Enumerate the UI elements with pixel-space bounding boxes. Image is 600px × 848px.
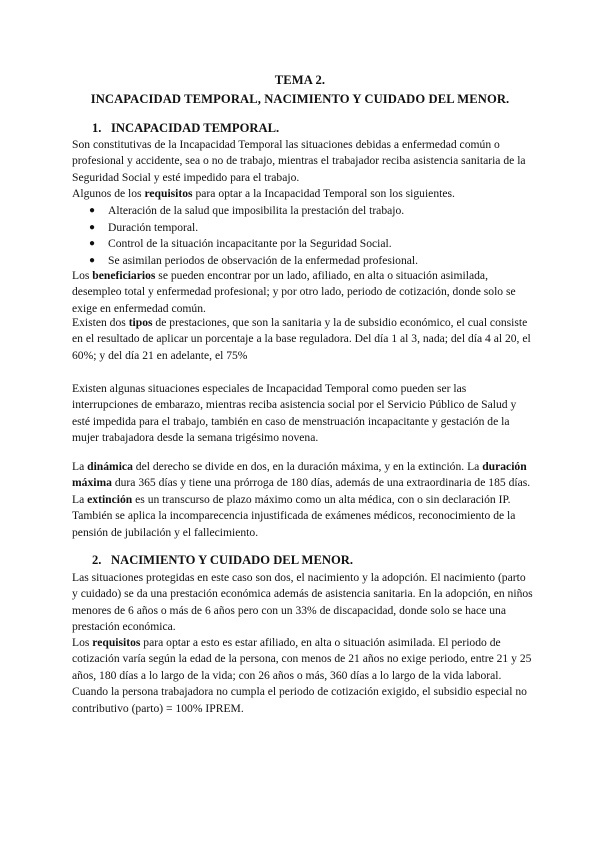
requirements-paragraph [72,186,534,202]
bullet-icon: ● [89,238,96,250]
section-1-number: 1. [92,121,102,135]
text-run: de prestaciones, que son la sanitaria y la de subsidio económico, el cual consiste en el resultado de aplicar un porcentaje a la base reguladora. Del día 1 al 3, nada; del día 4 al 20, el 60%; y del día 21 en adelante, el 75% [72,316,531,362]
section-1-title: INCAPACIDAD TEMPORAL. [111,121,280,135]
beneficiaries-paragraph [72,268,534,317]
text-run: La [72,460,88,473]
text-run: Los [72,636,93,649]
list-item [72,236,542,253]
section-2-requirements-paragraph [72,635,534,717]
bullet-icon: ● [89,221,96,233]
bold-term-requisitos: requisitos [92,636,141,649]
text-run: Los [72,269,93,282]
special-situations-paragraph: Existen algunas situaciones especiales de Incapacidad Temporal como pueden ser las interrupciones de embarazo, mientras reciba asistencia social por el Servicio Público de Salud y esté impedida para el trabajo, también en caso de menstruación incapacitante y gestación de la mujer trabajadora desde la semana trigésimo novena. [72,382,517,445]
text-run: del derecho se divide en dos, en la duración máxima, y en la extinción. La [132,460,483,473]
section-2-intro: Las situaciones protegidas en este caso son dos, el nacimiento y la adopción. El nacimiento (parto y cuidado) se da una prestación económica además de asistencia sanitaria. En la adopción, en niños menores de 6 años o más de 6 años pero con un 33% de discapacidad, donde solo se hace una prestación económica. [72,571,533,634]
text-run: Algunos de los [72,187,145,200]
list-item-text: Control de la situación incapacitante por la Seguridad Social. [108,237,392,251]
text-run: se pueden encontrar por un lado, afiliado, en alta o situación asimilada, desempleo total y enfermedad profesional; y por otro lado, periodo de cotización, donde solo se exige en enfermedad común. [72,269,516,315]
document-title: TEMA 2. [274,73,326,87]
bullet-icon: ● [89,205,96,216]
bold-term-requisitos: requisitos [144,187,193,200]
document-subtitle: INCAPACIDAD TEMPORAL, NACIMIENTO Y CUIDADO DEL MENOR. [90,92,510,106]
text-run: para optar a la Incapacidad Temporal son los siguientes. [192,187,455,200]
text-run: Existen dos [72,316,129,329]
list-item-text: Duración temporal. [108,220,199,234]
text-run: es un transcurso de plazo máximo como un alta médica, con o sin declaración IP. También se aplica la incomparecencia injustificada de exámenes médicos, reconocimiento de la pensión de jubilación y el fallecimiento. [72,492,516,539]
text-run: para optar a esto es estar afiliado, en alta o situación asimilada. El periodo de cotización varía según la edad de la persona, con menos de 21 años no exige periodo, entre 21 y 25 años, 180 días a lo largo de la vida; con 26 años o más, 360 días a lo largo de la vida laboral. Cuando la persona trabajadora no cumpla el periodo de cotización exigido, el subsidio especial no contributivo (parto) = 100% IPREM. [72,636,532,715]
section-2-number: 2. [92,553,102,567]
list-item-text: Alteración de la salud que imposibilita la prestación del trabajo. [108,204,405,217]
section-1-heading [92,121,279,136]
bold-term-dinamica: dinámica [87,460,133,473]
list-item [72,220,542,237]
text-run: dura 365 días y tiene una prórroga de 180 días, además de una extraordinaria de 185 días. La [72,476,531,506]
requirements-list [72,203,542,269]
types-paragraph [72,315,534,364]
dynamics-paragraph [72,459,534,541]
bold-term-duracion-maxima: duración máxima [72,460,527,490]
section-1-intro: Son constitutivas de la Incapacidad Temporal las situaciones debidas a enfermedad común o profesional y accidente, sea o no de trabajo, mientras el trabajador reciba asistencia sanitaria de la Seguridad Social y esté impedido para el trabajo. [72,138,526,184]
list-item [72,203,542,220]
bold-term-extincion: extinción [87,492,133,506]
bold-term-beneficiarios: beneficiarios [92,269,156,282]
section-2-heading [92,553,353,568]
list-item-text: Se asimilan periodos de observación de la enfermedad profesional. [108,253,419,267]
list-item [72,253,542,270]
bold-term-tipos: tipos [128,316,153,329]
section-2-title: NACIMIENTO Y CUIDADO DEL MENOR. [111,553,353,567]
bullet-icon: ● [89,254,96,266]
